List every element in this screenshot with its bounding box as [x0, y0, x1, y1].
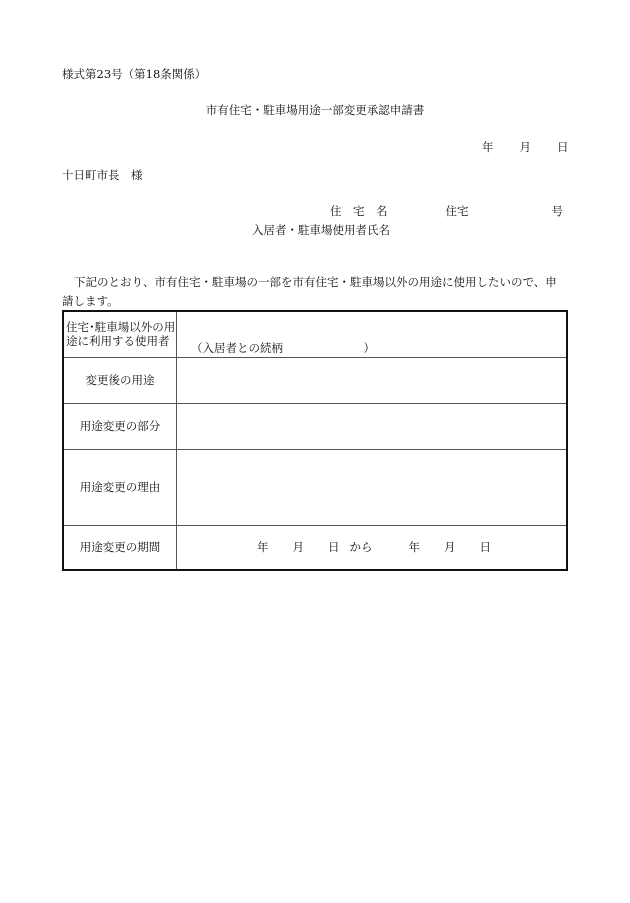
- addressee: 十日町市長 様: [62, 168, 143, 182]
- period-to-month: 月: [444, 540, 456, 555]
- period-label: 用途変更の期間: [63, 525, 177, 570]
- body-text: 下記のとおり、市有住宅・駐車場の一部を市有住宅・駐車場以外の用途に使用したいので、申請します。: [62, 275, 557, 308]
- housing-name-label: 住 宅 名: [330, 204, 388, 218]
- user-label: 住宅･駐車場以外の用途に利用する使用者: [63, 311, 177, 357]
- new-use-value: [177, 357, 568, 403]
- reason-row: [63, 449, 567, 525]
- form-number: 様式第23号（第18条関係）: [62, 67, 207, 81]
- resident-name-label: 入居者・駐車場使用者氏名: [252, 223, 390, 237]
- part-value: [177, 403, 568, 449]
- period-to-day: 日: [479, 540, 491, 555]
- date-line: [482, 139, 569, 155]
- reason-value: [177, 449, 568, 525]
- new-use-label: 変更後の用途: [63, 357, 177, 403]
- date-day: 日: [557, 140, 569, 154]
- period-to-year: 年: [408, 540, 420, 555]
- number-label: 号: [551, 204, 563, 218]
- date-month: 月: [519, 140, 531, 154]
- reason-label: 用途変更の理由: [63, 449, 177, 525]
- housing-line: [330, 203, 563, 219]
- relation-text: （入居者との続柄 ）: [191, 340, 375, 355]
- document-title: 市有住宅・駐車場用途一部変更承認申請書: [205, 103, 425, 117]
- period-row: [63, 525, 567, 570]
- housing-label: 住宅: [445, 204, 469, 218]
- part-label: 用途変更の部分: [63, 403, 177, 449]
- period-from-year: 年: [257, 540, 269, 555]
- user-row: [63, 311, 567, 357]
- date-year: 年: [482, 140, 494, 154]
- part-row: [63, 403, 567, 449]
- period-from-day: 日: [328, 540, 340, 555]
- new-use-row: [63, 357, 567, 403]
- period-from-text: から: [349, 540, 373, 555]
- application-table: [62, 310, 568, 571]
- user-value: [177, 311, 568, 357]
- period-value: [177, 525, 568, 570]
- period-from-month: 月: [292, 540, 304, 555]
